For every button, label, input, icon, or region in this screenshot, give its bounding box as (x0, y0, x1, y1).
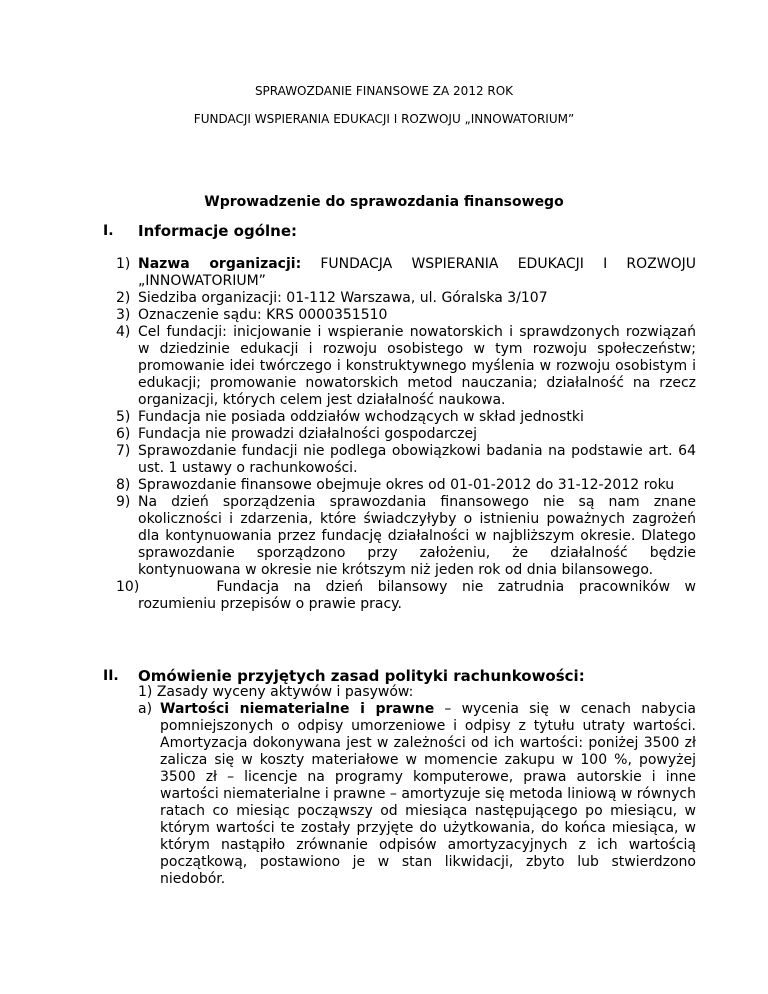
list-item: 3) Oznaczenie sądu: KRS 0000351510 (116, 307, 388, 323)
intro-title: Wprowadzenie do sprawozdania finansowego (204, 194, 564, 210)
list-item: 9) Na dzień sporządzenia sprawozdania finansowego nie są nam znane okoliczności i zdarzenia, które świadczyłyby o istnieniu poważnych zagrożeń dla kontynuowania przez fundację działalności w najbliższym okresie. Dlatego sprawozdanie sporządzono przy założeniu, że działalność będzie kontynuowana w okresie nie krótszym niż jeden rok od dnia bilansowego. (116, 494, 696, 578)
report-header-line-1: SPRAWOZDANIE FINANSOWE ZA 2012 ROK (254, 84, 514, 98)
list-item: 2) Siedziba organizacji: 01-112 Warszawa, ul. Góralska 3/107 (116, 290, 548, 306)
list-item: 1) Nazwa organizacji: FUNDACJA WSPIERANIA EDUKACJI I ROZWOJU „INNOWATORIUM” (116, 256, 696, 289)
intangible-assets-paragraph: a) Wartości niematerialne i prawne – wycenia się w cenach nabycia pomniejszonych o odpisy umorzeniowe i odpisy z tytułu utraty wartości. Amortyzacja dokonywana jest w zależności od ich wartości: poniżej 3500 zł zalicza się w koszty materiałowe w momencie zakupu w 100 %, powyżej 3500 zł – licencje na programy komputerowe, prawa autorskie i inne wartości niematerialne i prawne – amortyzuje się metoda liniową w równych ratach co miesiąc począwszy od miesiąca następującego po miesiącu, w którym wartości te zostały przyjęte do użytkowania, do końca miesiąca, w którym nastąpiło zrównanie odpisów amortyzacyjnych z ich wartością początkową, postawiono je w stan likwidacji, zbyto lub stwierdzono niedobór. (138, 701, 696, 887)
valuation-rules-heading: 1) Zasady wyceny aktywów i pasywów: (138, 684, 414, 700)
list-item: 10) Fundacja na dzień bilansowy nie zatrudnia pracowników w rozumieniu przepisów o prawie pracy. (116, 579, 697, 612)
list-item: 4) Cel fundacji: inicjowanie i wspieranie nowatorskich i sprawdzonych rozwiązań w dziedzinie edukacji i rozwoju osobistego w tym rozwoju społeczeństw; promowanie idei twórczego i konstruktywnego myślenia w rozwoju osobistym i edukacji; promowanie nowatorskich metod nauczania; działalność na rzecz organizacji, których celem jest działalność naukowa. (116, 324, 696, 408)
list-item: 7) Sprawozdanie fundacji nie podlega obowiązkowi badania na podstawie art. 64 ust. 1 ustawy o rachunkowości. (116, 443, 696, 476)
section-1-title: Informacje ogólne: (138, 222, 298, 240)
section-2-number: II. (103, 668, 119, 684)
section-2-title: Omówienie przyjętych zasad polityki rachunkowości: (138, 667, 585, 685)
report-header-line-2: FUNDACJI WSPIERANIA EDUKACJI I ROZWOJU „INNOWATORIUM” (193, 112, 575, 126)
item-label: Wartości niematerialne i prawne (160, 701, 435, 717)
list-item: 8) Sprawozdanie finansowe obejmuje okres od 01-01-2012 do 31-12-2012 roku (116, 477, 675, 493)
list-item: 5) Fundacja nie posiada oddziałów wchodzących w skład jednostki (116, 409, 584, 425)
general-info-list (116, 256, 696, 613)
item-label: Nazwa organizacji: (138, 256, 302, 272)
section-1-number: I. (103, 223, 114, 239)
list-item: 6) Fundacja nie prowadzi działalności gospodarczej (116, 426, 478, 442)
